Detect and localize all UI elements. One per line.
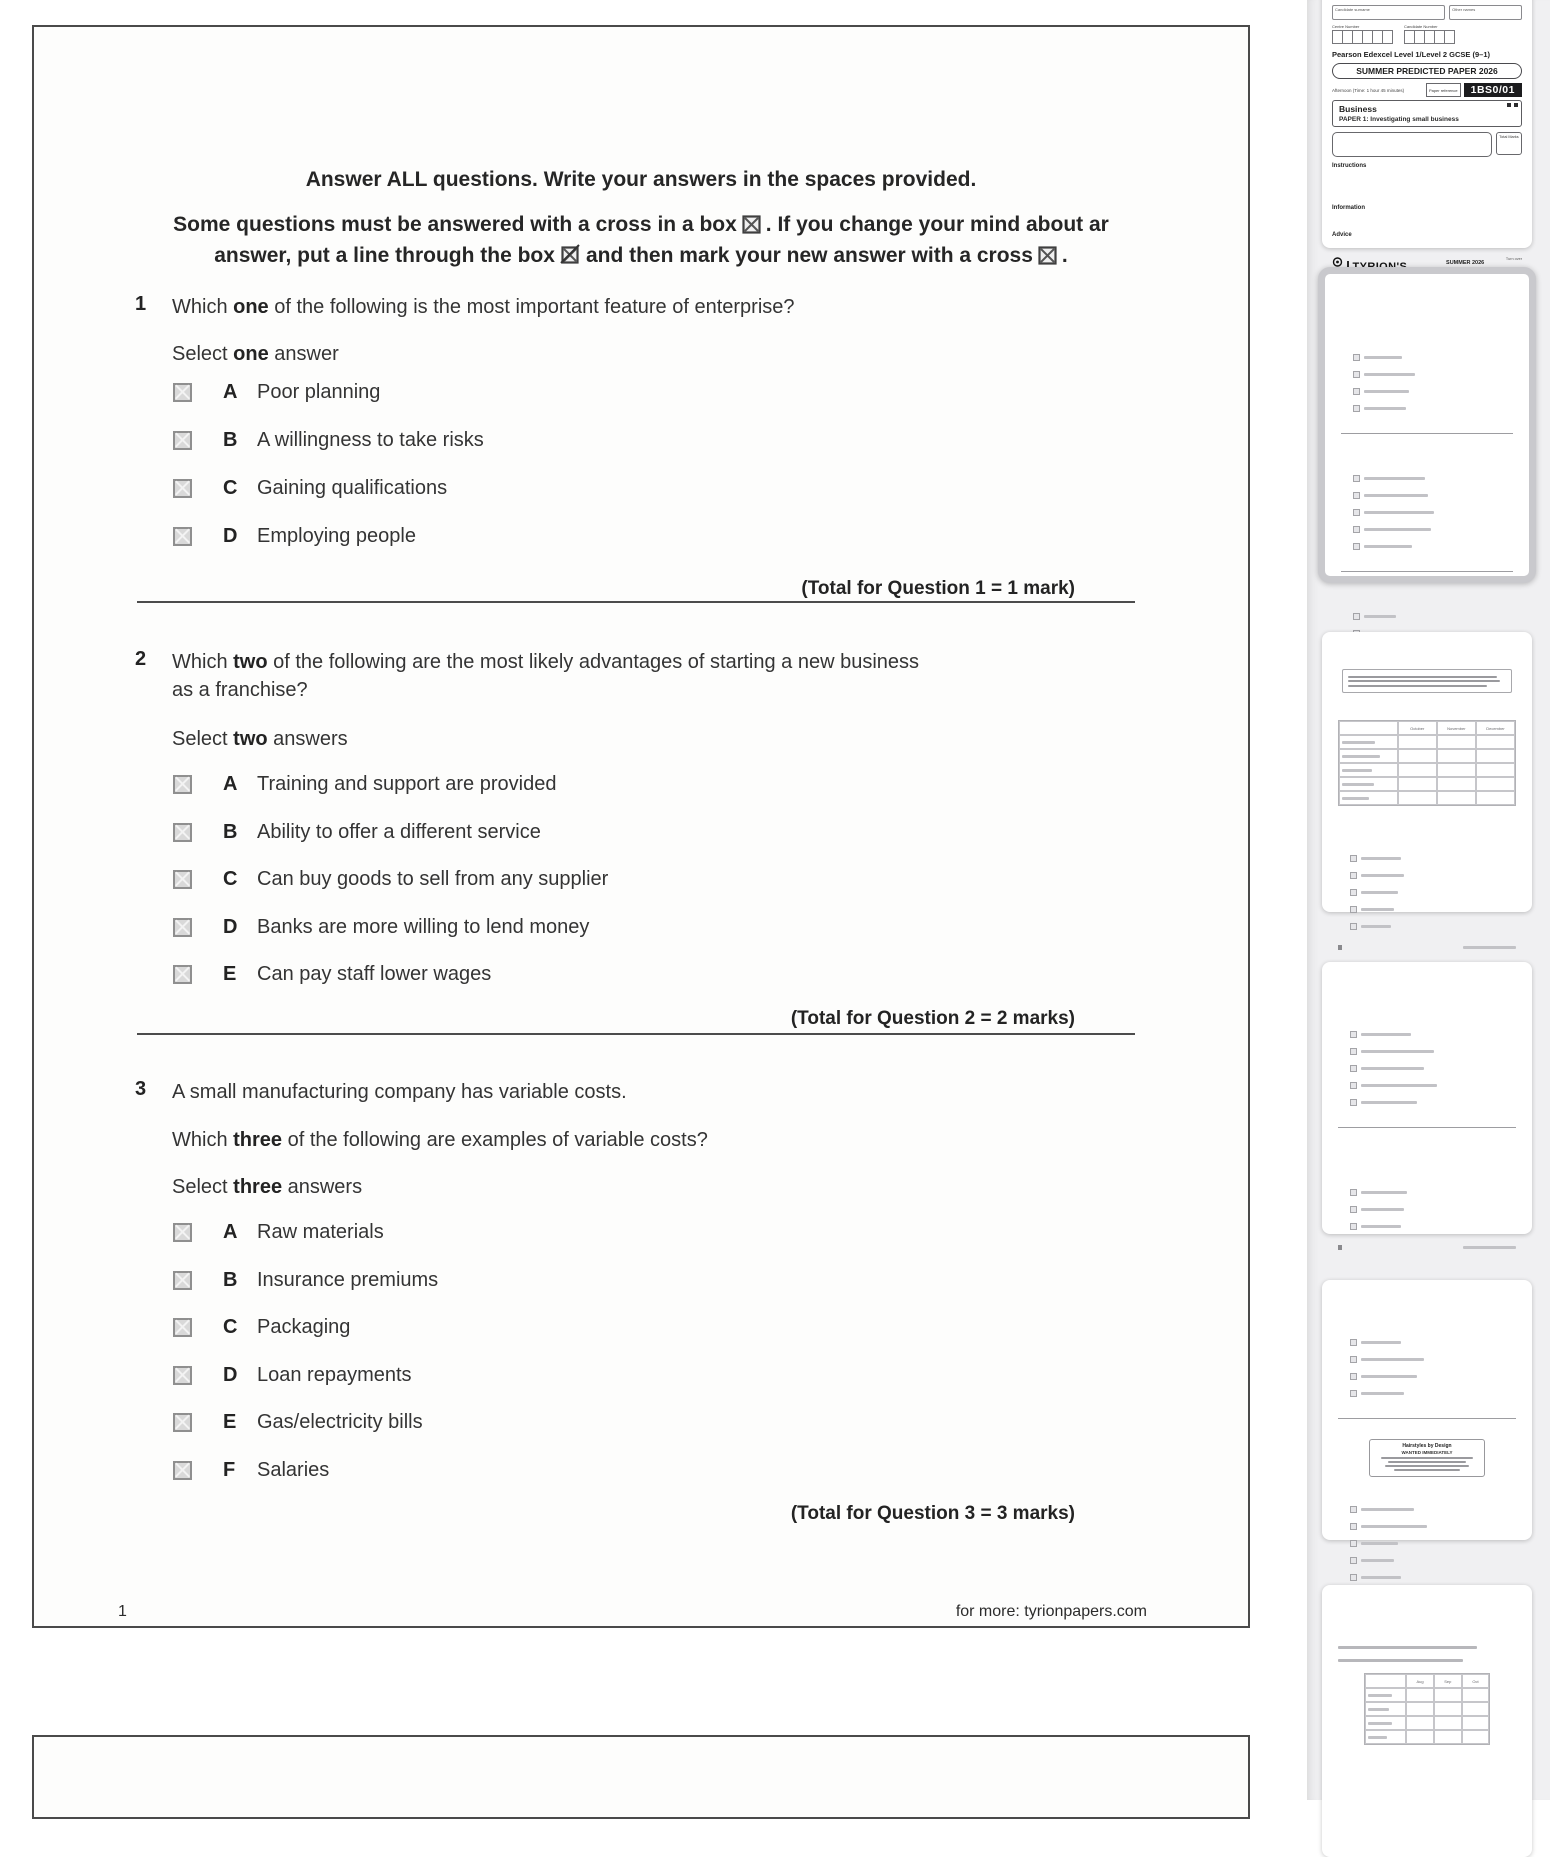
option-label: Packaging (257, 1315, 351, 1338)
centre-number-cells (1332, 30, 1392, 44)
advert-subtitle: WANTED IMMEDIATELY (1401, 1450, 1453, 1455)
option-letter: A (223, 1220, 238, 1243)
question-1-total: (Total for Question 1 = 1 mark) (801, 578, 1075, 599)
instructions-header: Instructions (1332, 163, 1367, 169)
question-3-option-f (173, 1459, 329, 1481)
option-label: Employing people (257, 524, 416, 547)
answer-checkbox (173, 431, 192, 450)
brand-sub-1: SUMMER 2026 (1446, 259, 1485, 266)
option-label: Can pay staff lower wages (257, 962, 492, 985)
subject-box (1332, 100, 1522, 127)
option-label: Gaining qualifications (257, 476, 448, 499)
option-letter: F (223, 1458, 236, 1481)
cash-flow-table: Aug Sep Oct (1364, 1673, 1491, 1745)
answer-checkbox (173, 1366, 192, 1385)
option-letter: D (223, 915, 238, 938)
answer-checkbox (173, 1318, 192, 1337)
question-2-total: (Total for Question 2 = 2 marks) (790, 1008, 1075, 1029)
answer-checkbox (173, 479, 192, 498)
question-3-select-line: Select three answers (172, 1176, 363, 1198)
option-label: Can buy goods to sell from any supplier (257, 867, 609, 890)
advice-header: Advice (1332, 232, 1352, 238)
option-letter: A (223, 772, 238, 795)
question-1-select-line: Select one answer (172, 343, 339, 365)
answer-checkbox (173, 1271, 192, 1290)
option-letter: B (223, 820, 238, 843)
main-page (32, 25, 1250, 1628)
thumbnail-page-2[interactable] (1322, 632, 1532, 912)
option-label: Salaries (257, 1458, 330, 1481)
answer-checkbox (173, 1413, 192, 1432)
question-2-select-line: Select two answers (172, 728, 348, 750)
advert-title: Hairstyles by Design (1402, 1443, 1452, 1449)
page-number: 1 (118, 1603, 127, 1620)
option-label: Banks are more willing to lend money (257, 915, 590, 938)
other-names-box: Other names (1449, 5, 1522, 20)
option-label: Training and support are provided (257, 772, 557, 795)
question-3-option-e (173, 1411, 423, 1433)
option-label: Poor planning (257, 380, 381, 403)
thumbnail-page-5[interactable] (1322, 1585, 1532, 1857)
subject-title: Business (1339, 104, 1377, 114)
paper-title: PAPER 1: Investigating small business (1339, 116, 1459, 123)
predicted-paper-banner: SUMMER PREDICTED PAPER 2026 (1332, 63, 1522, 79)
cross-box-icon (742, 215, 761, 240)
question-3-option-a (173, 1221, 384, 1243)
thumbnail-page-1[interactable] (1318, 267, 1536, 583)
question-2-option-d (173, 916, 589, 938)
option-letter: E (223, 1410, 237, 1433)
total-marks-box: Total Marks (1496, 132, 1522, 155)
instructions-line-1: Some questions must be answered with a cross in a box . If you change your mind about ar (34, 213, 1248, 240)
exam-board-line: Pearson Edexcel Level 1/Level 2 GCSE (9–1) (1332, 50, 1490, 59)
question-1-number: 1 (135, 293, 147, 315)
question-2-option-e (173, 963, 491, 985)
paper-reference-label: Paper reference (1426, 83, 1461, 97)
question-1-option-b (173, 429, 484, 451)
centre-number-label: Centre Number (1332, 24, 1360, 29)
thumbnail-page-3[interactable] (1322, 962, 1532, 1234)
candidate-number-label: Candidate Number (1404, 24, 1438, 29)
answer-checkbox (173, 823, 192, 842)
session-line: Afternoon (Time: 1 hour 45 minutes) (1332, 87, 1405, 93)
question-2-text: Which two of the following are the most likely advantages of starting a new business as a franchise? (172, 651, 920, 701)
option-letter: B (223, 428, 238, 451)
option-letter: C (223, 476, 238, 499)
question-divider (137, 601, 1135, 603)
option-letter: D (223, 1363, 238, 1386)
option-letter: C (223, 1315, 238, 1338)
answer-checkbox (173, 775, 192, 794)
question-1-option-c (173, 477, 447, 499)
page-heading: Answer ALL questions. Write your answers in the spaces provided. (305, 168, 977, 191)
question-1-option-a (173, 381, 380, 403)
next-page-partial (32, 1735, 1250, 1819)
info-box (1342, 669, 1512, 693)
question-divider (137, 1033, 1135, 1035)
question-2-option-c (173, 868, 608, 890)
answer-checkbox (173, 870, 192, 889)
struck-box-icon (560, 244, 581, 271)
answer-checkbox (173, 918, 192, 937)
question-3-option-c (173, 1316, 350, 1338)
question-2-number: 2 (135, 648, 147, 670)
cross-box-icon (1038, 246, 1057, 271)
candidate-surname-box: Candidate surname (1332, 5, 1445, 20)
question-3-option-d (173, 1364, 412, 1386)
information-header: Information (1332, 205, 1365, 211)
option-label: A willingness to take risks (257, 428, 484, 451)
option-letter: C (223, 867, 238, 890)
instructions-line-2: answer, put a line through the box and then mark your new answer with a cross . (34, 244, 1248, 271)
question-3-text-line2: Which three of the following are examples of variable costs? (172, 1129, 708, 1151)
paper-reference-code: 1BS0/01 (1464, 83, 1522, 97)
question-3-text-line1: A small manufacturing company has variable costs. (172, 1081, 627, 1103)
option-label: Raw materials (257, 1220, 384, 1243)
revenue-costs-table: October November December (1338, 720, 1516, 806)
option-label: Loan repayments (257, 1363, 412, 1386)
question-2-option-a (173, 773, 556, 795)
option-letter: E (223, 962, 237, 985)
option-letter: D (223, 524, 238, 547)
answer-checkbox (173, 1223, 192, 1242)
option-letter: A (223, 380, 238, 403)
question-1-text: Which one of the following is the most important feature of enterprise? (172, 296, 795, 318)
answer-checkbox (173, 527, 192, 546)
answer-checkbox (173, 383, 192, 402)
thumbnail-cover[interactable] (1322, 0, 1532, 266)
answer-checkbox (173, 965, 192, 984)
option-label: Ability to offer a different service (257, 820, 541, 843)
turn-over-label: Turn over (1505, 257, 1522, 261)
answer-checkbox (173, 1461, 192, 1480)
signature-box (1332, 132, 1492, 157)
candidate-number-cells (1404, 30, 1454, 44)
footer-note: for more: tyrionpapers.com (955, 1603, 1147, 1620)
question-3-total: (Total for Question 3 = 3 marks) (790, 1503, 1075, 1524)
advert-box (1369, 1439, 1485, 1477)
option-letter: B (223, 1268, 238, 1291)
option-label: Gas/electricity bills (257, 1410, 423, 1433)
question-1-option-d (173, 525, 416, 547)
option-label: Insurance premiums (257, 1268, 439, 1291)
thumbnail-page-4[interactable] (1322, 1280, 1532, 1540)
question-3-number: 3 (135, 1078, 147, 1100)
question-3-option-b (173, 1269, 438, 1291)
question-2-option-b (173, 821, 541, 843)
thumbnail-sidebar (1307, 0, 1550, 1800)
